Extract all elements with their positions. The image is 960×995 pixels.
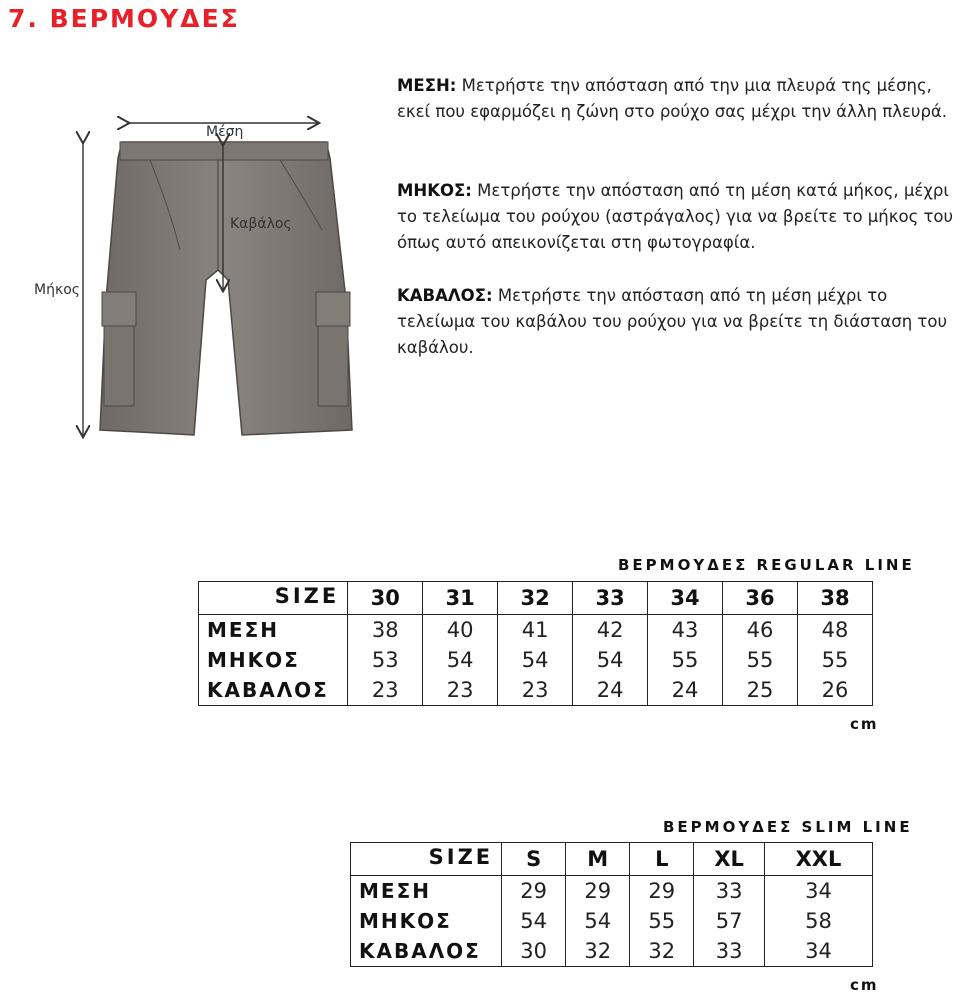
size-header: 32	[498, 582, 573, 615]
length-label: Μήκος	[34, 282, 80, 298]
table-cell: 55	[797, 645, 872, 675]
table-cell: 54	[423, 645, 498, 675]
table-cell: 23	[498, 675, 573, 706]
table-cell: 55	[648, 645, 723, 675]
table-header-row	[351, 843, 873, 876]
table-cell: 40	[423, 615, 498, 646]
size-header: S	[502, 843, 566, 876]
table-cell: 24	[573, 675, 648, 706]
size-header: 38	[797, 582, 872, 615]
table-row	[199, 645, 873, 675]
table-cell: 32	[566, 936, 630, 967]
table-cell: 32	[630, 936, 694, 967]
regular-table-title: ΒΕΡΜΟΥΔΕΣ REGULAR LINE	[618, 556, 915, 574]
shorts-illustration	[30, 100, 360, 445]
row-label: ΜΗΚΟΣ	[351, 906, 501, 936]
table-cell: 53	[348, 645, 423, 675]
page-title: 7. ΒΕΡΜΟΥΔΕΣ	[8, 4, 240, 33]
size-header: 34	[648, 582, 723, 615]
size-header: 30	[348, 582, 423, 615]
row-label: ΜΕΣΗ	[351, 876, 501, 907]
instruction-term: ΜΕΣΗ:	[397, 76, 457, 95]
table-cell: 48	[797, 615, 872, 646]
size-label: SIZE	[199, 582, 348, 615]
table-header-row	[199, 582, 873, 615]
table-cell: 42	[573, 615, 648, 646]
size-header: XL	[694, 843, 765, 876]
instruction-length	[397, 178, 957, 256]
table-row	[199, 675, 873, 706]
table-row	[351, 936, 873, 967]
shorts-shape	[100, 142, 352, 435]
table-cell: 29	[630, 876, 694, 907]
table-cell: 58	[764, 906, 872, 936]
crotch-label: Καβάλος	[230, 216, 292, 232]
table-cell: 24	[648, 675, 723, 706]
size-label: SIZE	[351, 843, 502, 876]
table-cell: 57	[694, 906, 765, 936]
table-cell: 23	[423, 675, 498, 706]
table-cell: 54	[573, 645, 648, 675]
row-label: ΚΑΒΑΛΟΣ	[351, 936, 501, 967]
size-header: 33	[573, 582, 648, 615]
table-cell: 34	[764, 876, 872, 907]
row-label: ΜΗΚΟΣ	[199, 645, 347, 675]
shorts-figure	[30, 100, 360, 445]
table-cell: 43	[648, 615, 723, 646]
instruction-text: Μετρήστε την απόσταση από τη μέση κατά μήκος, μέχρι το τελείωμα του ρούχου (αστράγαλος) για να βρείτε το μήκος του όπως αυτό απεικονίζεται στη φωτογραφία.	[397, 181, 954, 252]
table-cell: 29	[566, 876, 630, 907]
instruction-text: Μετρήστε την απόσταση από την μια πλευρά της μέσης, εκεί που εφαρμόζει η ζώνη στο ρούχο σας μέχρι την άλλη πλευρά.	[397, 76, 948, 121]
regular-size-table	[198, 581, 873, 706]
instruction-term: ΜΗΚΟΣ:	[397, 181, 472, 200]
table-cell: 54	[566, 906, 630, 936]
row-label: ΜΕΣΗ	[199, 615, 347, 646]
table-cell: 26	[797, 675, 872, 706]
slim-size-table	[350, 842, 873, 967]
table-cell: 30	[502, 936, 566, 967]
table-cell: 55	[630, 906, 694, 936]
instruction-crotch	[397, 283, 957, 361]
size-header: 31	[423, 582, 498, 615]
slim-unit-label: cm	[850, 976, 879, 994]
table-cell: 54	[502, 906, 566, 936]
slim-table-title: ΒΕΡΜΟΥΔΕΣ SLIM LINE	[663, 818, 913, 836]
table-cell: 25	[723, 675, 798, 706]
table-row	[199, 615, 873, 646]
regular-unit-label: cm	[850, 715, 879, 733]
table-cell: 38	[348, 615, 423, 646]
instruction-text: Μετρήστε την απόσταση από τη μέση μέχρι το τελείωμα του καβάλου του ρούχου για να βρείτε τη διάσταση του καβάλου.	[397, 286, 947, 357]
instruction-term: ΚΑΒΑΛΟΣ:	[397, 286, 493, 305]
table-cell: 55	[723, 645, 798, 675]
table-cell: 41	[498, 615, 573, 646]
instruction-waist	[397, 73, 957, 125]
table-cell: 23	[348, 675, 423, 706]
waist-label: Μέση	[206, 124, 244, 140]
table-cell: 33	[694, 936, 765, 967]
size-header: L	[630, 843, 694, 876]
table-row	[351, 876, 873, 907]
row-label: ΚΑΒΑΛΟΣ	[199, 675, 347, 706]
size-header: 36	[723, 582, 798, 615]
size-header: XXL	[764, 843, 872, 876]
size-header: M	[566, 843, 630, 876]
table-cell: 54	[498, 645, 573, 675]
table-cell: 29	[502, 876, 566, 907]
table-cell: 34	[764, 936, 872, 967]
table-row	[351, 906, 873, 936]
table-cell: 46	[723, 615, 798, 646]
table-cell: 33	[694, 876, 765, 907]
